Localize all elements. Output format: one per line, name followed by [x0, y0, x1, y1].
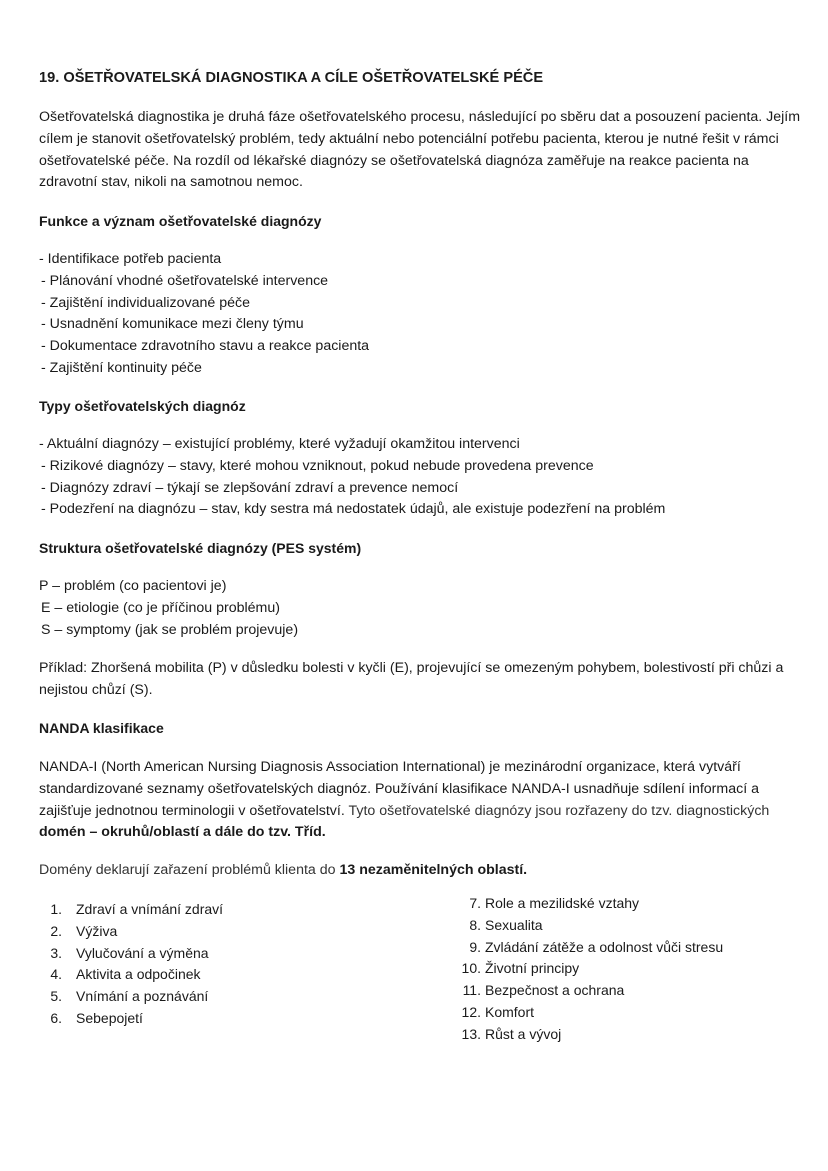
text-line: Příklad: Zhoršená mobilita (P) v důsledku bolesti v kyčli (E), projevující se omezeným pohybem, bolestivostí při chůzi a	[39, 660, 784, 676]
list-item: - Usnadnění komunikace mezi členy týmu	[41, 316, 304, 333]
intro-paragraph	[39, 107, 801, 194]
list-item: - Aktuální diagnózy – existující problémy, které vyžadují okamžitou intervenci	[39, 436, 520, 452]
section-heading-typy: Typy ošetřovatelských diagnóz	[39, 398, 246, 414]
list-item: - Plánování vhodné ošetřovatelské intervence	[41, 272, 329, 289]
page-title: 19. OŠETŘOVATELSKÁ DIAGNOSTIKA A CÍLE OŠETŘOVATELSKÉ PÉČE	[39, 70, 544, 86]
list-item: 13. Růst a vývoj	[461, 1025, 562, 1042]
list-item: 4. Aktivita a odpočinek	[50, 966, 201, 983]
list-item: 9. Zvládání zátěže a odolnost vůči stresu	[469, 938, 724, 955]
list-item: 12. Komfort	[461, 1003, 535, 1020]
domains-list-left	[39, 899, 223, 1030]
list-item: 11. Bezpečnost a ochrana	[462, 982, 625, 999]
funkce-list	[39, 249, 789, 380]
list-item: 7. Role a mezilidské vztahy	[469, 895, 640, 911]
text-line: nejistou chůzí (S).	[39, 681, 153, 698]
list-item: S – symptomy (jak se problém projevuje)	[41, 621, 299, 638]
text-line: Ošetřovatelská diagnostika je druhá fáze ošetřovatelského procesu, následující po sběru dat a posouzení pacienta. Jejím	[39, 109, 801, 125]
list-item: - Diagnózy zdraví – týkají se zlepšování zdraví a prevence nemocí	[41, 479, 459, 496]
text-line: domén – okruhů/oblastí a dále do tzv. Tříd.	[39, 824, 326, 841]
list-item: 6. Sebepojetí	[50, 1009, 143, 1026]
section-heading-funkce: Funkce a význam ošetřovatelské diagnózy	[39, 213, 322, 229]
list-item: - Dokumentace zdravotního stavu a reakce pacienta	[41, 338, 370, 355]
text-span: zajišťuje jednotnou terminologii v ošetřovatelství.	[39, 802, 345, 819]
nanda-paragraph	[39, 757, 789, 844]
domains-list-right	[459, 893, 723, 1046]
text-span: Tyto ošetřovatelské diagnózy jsou rozřazeny do tzv. diagnostických	[344, 802, 770, 819]
text-line: NANDA-I (North American Nursing Diagnosis Association International) je mezinárodní organizace, která vytváří	[39, 759, 741, 775]
list-item: 5. Vnímání a poznávání	[50, 988, 209, 1005]
typy-list	[39, 434, 789, 521]
list-item: P – problém (co pacientovi je)	[39, 578, 227, 594]
list-item: 8. Sexualita	[469, 916, 543, 933]
text-span: Domény deklarují zařazení problémů klienta do	[39, 862, 340, 878]
domains-intro	[39, 860, 789, 882]
example-paragraph	[39, 658, 789, 702]
pes-list	[39, 576, 789, 641]
section-heading-struktura: Struktura ošetřovatelské diagnózy (PES systém)	[39, 540, 362, 556]
text-span: 13 nezaměnitelných oblastí.	[339, 862, 528, 878]
text-line: zdravotní stav, nikoli na samotnou nemoc.	[39, 174, 303, 191]
text-line: cílem je stanovit ošetřovatelský problém, tedy aktuální nebo potenciální potřebu pacienta, kterou je nutné řešit v rámci	[39, 130, 779, 147]
text-line: ošetřovatelské péče. Na rozdíl od lékařské diagnózy se ošetřovatelská diagnóza zaměřuje na reakce pacienta na	[39, 152, 749, 169]
list-item: 2. Výživa	[50, 922, 118, 939]
text-line: standardizované seznamy ošetřovatelských diagnóz. Používání klasifikace NANDA-I usnadňuje sdílení informací a	[39, 780, 759, 797]
list-item: 10. Životní principy	[461, 960, 580, 977]
list-item: 3. Vylučování a výměna	[50, 944, 209, 961]
list-item: - Zajištění kontinuity péče	[41, 359, 202, 376]
text-line	[39, 801, 789, 823]
list-item: - Zajištění individualizované péče	[41, 294, 250, 311]
list-item: - Rizikové diagnózy – stavy, které mohou vzniknout, pokud nebude provedena prevence	[41, 457, 594, 474]
list-item: - Podezření na diagnózu – stav, kdy sestra má nedostatek údajů, ale existuje podezření na problém	[41, 501, 666, 518]
list-item: E – etiologie (co je příčinou problému)	[41, 599, 280, 616]
list-item: 1. Zdraví a vnímání zdraví	[50, 901, 224, 917]
list-item: - Identifikace potřeb pacienta	[39, 251, 222, 267]
section-heading-nanda: NANDA klasifikace	[39, 720, 164, 736]
